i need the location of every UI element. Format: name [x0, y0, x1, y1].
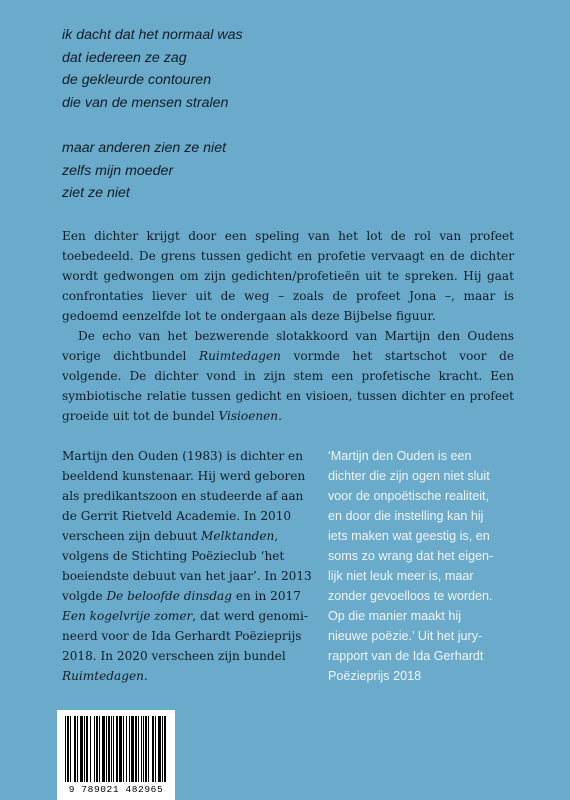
quote-line: voor de onpoëtische realiteit,	[328, 489, 490, 503]
barcode-bar	[138, 716, 139, 782]
barcode-bar	[143, 716, 144, 782]
quote-line: en door die instelling kan hij	[328, 509, 484, 523]
barcode-bar	[155, 716, 156, 782]
bio-text: verscheen zijn debuut	[62, 529, 202, 543]
barcode-bar	[135, 716, 137, 782]
bio-line	[62, 586, 306, 606]
book-title: Melktanden	[201, 529, 275, 543]
poem-excerpt	[62, 24, 502, 205]
quote-line: soms zo wrang dat het eigen-	[328, 549, 494, 563]
bio-line	[62, 606, 306, 626]
barcode-bar	[84, 716, 85, 782]
barcode-bar	[70, 716, 71, 782]
barcode-bar	[102, 716, 105, 782]
poem-line: zelfs mijn moeder	[62, 162, 174, 179]
barcode-bar	[126, 716, 127, 782]
poem-line: de gekleurde contouren	[62, 72, 212, 89]
barcode-bar	[77, 716, 78, 782]
isbn-number: 9 789021 482965	[68, 784, 164, 795]
barcode-bar	[111, 716, 112, 782]
barcode-bar	[113, 716, 114, 782]
barcode-bar	[65, 716, 66, 782]
barcode-bar	[162, 716, 163, 782]
barcode-bar	[119, 716, 122, 782]
bio-line: neerd voor de Ida Gerhardt Poëzieprijs	[62, 629, 302, 643]
bio-text: ,	[274, 529, 279, 543]
author-bio	[62, 446, 312, 686]
barcode-bar	[80, 716, 83, 782]
blurb-paragraph-2	[62, 326, 514, 426]
barcode-bar	[141, 716, 142, 782]
bio-line	[62, 666, 306, 686]
blurb-paragraph-1: Een dichter krijgt door een speling van het lot de rol van profeet toebedeeld. De grens tussen gedicht en profetie vervaagt en de dichter wordt gedwongen om zijn gedichten/profetieën uit te spreken. Hij gaat confrontaties liever uit de weg – zoals de profeet Jona –, maar is gedoemd eenzelfde lot te ondergaan als deze Bijbelse figuur.	[62, 229, 514, 323]
bio-line: als predikantszoon en studeerde af aan	[62, 489, 304, 503]
bio-line: 2018. In 2020 verscheen zijn bundel	[62, 649, 286, 663]
bio-line: boeiendste debuut van het jaar’. In 2013	[62, 569, 312, 583]
quote-line: iets maken wat geestig is, en	[328, 529, 490, 543]
barcode-bar	[106, 716, 107, 782]
poem-stanza-1	[62, 24, 502, 114]
quote-line: dichter die zijn ogen niet sluit	[328, 469, 490, 483]
barcode-bar	[74, 716, 76, 782]
blurb-text: vormde het startschot voor de volgende. De dichter vond in zijn stem een profetische kracht. Een symbiotische relatie tussen gedicht en visioen, tussen dichter en profeet groeide uit tot de bundel	[62, 349, 514, 423]
poem-stanza-2	[62, 137, 502, 205]
quote-line: nieuwe poëzie.’ Uit het jury-	[328, 629, 483, 643]
quote-line: ‘Martijn den Ouden is een	[328, 449, 472, 463]
quote-line: lijk niet leuk meer is, maar	[328, 569, 474, 583]
isbn-barcode	[57, 710, 175, 800]
bio-text: .	[143, 669, 148, 683]
barcode-bar	[96, 716, 98, 782]
poem-line: dat iedereen ze zag	[62, 49, 187, 66]
blurb-text: .	[278, 409, 282, 423]
barcode-bar	[131, 716, 134, 782]
barcode-bar	[148, 716, 149, 782]
bio-text: en in 2017	[232, 589, 301, 603]
book-blurb	[62, 226, 514, 426]
poem-line: die van de mensen stralen	[62, 94, 229, 111]
barcode-bar	[158, 716, 161, 782]
book-title: Een kogelvrije zomer	[62, 609, 193, 623]
blurb-text: De echo van het bezwerende slotakkoord van Martijn den Oudens vorige dichtbundel	[62, 329, 514, 363]
barcode-bar	[86, 716, 88, 782]
quote-line: zonder gevoelloos te worden.	[328, 589, 493, 603]
book-title: Ruimtedagen	[199, 349, 281, 363]
bio-line: beeldend kunstenaar. Hij werd geboren	[62, 469, 306, 483]
barcode-bar	[99, 716, 100, 782]
barcode-bar	[116, 716, 118, 782]
barcode-bars	[65, 716, 167, 782]
barcode-bar	[123, 716, 124, 782]
barcode-bar	[129, 716, 130, 782]
poem-line: ik dacht dat het normaal was	[62, 27, 243, 43]
bio-line: Martijn den Ouden (1983) is dichter en	[62, 449, 303, 463]
barcode-bar	[90, 716, 91, 782]
quote-line: rapport van de Ida Gerhardt	[328, 649, 484, 663]
quote-line: Op die manier maakt hij	[328, 609, 461, 623]
jury-quote	[328, 446, 524, 686]
barcode-bar	[67, 716, 69, 782]
bio-line: volgens de Stichting Poëzieclub ‘het	[62, 549, 285, 563]
barcode-bar	[108, 716, 110, 782]
barcode-bar	[94, 716, 95, 782]
quote-line: Poëzieprijs 2018	[328, 669, 422, 683]
bio-line	[62, 526, 306, 546]
barcode-bar	[164, 716, 166, 782]
bio-text: , dat werd genomi-	[192, 609, 308, 623]
book-title: Ruimtedagen	[62, 669, 144, 683]
barcode-bar	[152, 716, 154, 782]
book-title: De beloofde dinsdag	[106, 589, 233, 603]
poem-line: ziet ze niet	[62, 185, 130, 202]
bio-text: volgde	[62, 589, 107, 603]
barcode-bar	[145, 716, 147, 782]
poem-line: maar anderen zien ze niet	[62, 139, 227, 156]
bio-line: de Gerrit Rietveld Academie. In 2010	[62, 509, 292, 523]
book-title: Visioenen	[218, 409, 279, 423]
